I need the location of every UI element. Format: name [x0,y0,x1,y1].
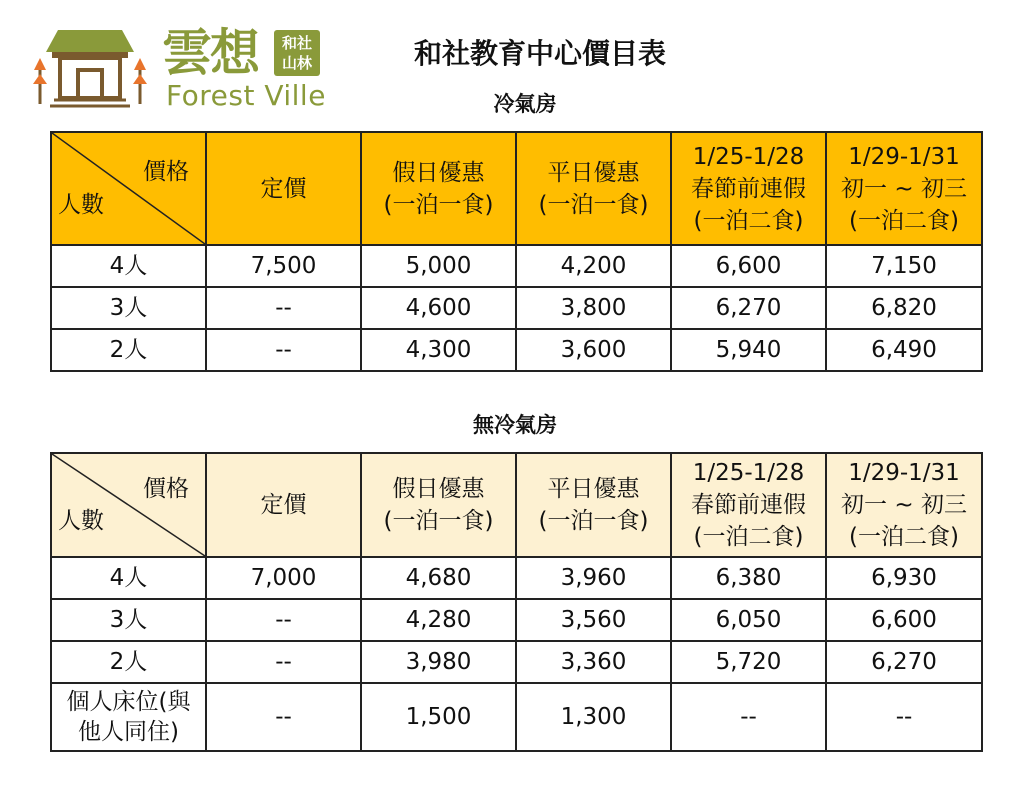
header-line: 1/29-1/31 [848,460,960,486]
header-holiday [361,453,516,557]
header-line: (一泊一食) [383,191,494,218]
corner-people-label: 人數 [58,508,104,534]
price-cell: -- [671,683,826,751]
price-cell: 3,960 [516,557,671,599]
header-line: 假日優惠 [392,476,485,502]
header-list-price: 定價 [206,132,361,245]
price-cell: -- [206,641,361,683]
header-line: (一泊二食) [693,524,804,550]
price-cell: 4,600 [361,287,516,329]
header-line: 1/25-1/28 [692,460,805,486]
price-cell: -- [206,329,361,371]
header-line: 1/25-1/28 [692,143,805,170]
people-line: 個人床位(與 [66,689,191,715]
header-line: 初一 ~ 初三 [841,175,967,202]
price-cell: 4,300 [361,329,516,371]
header-line: (一泊一食) [383,508,494,534]
header-holiday [361,132,516,245]
price-cell: 6,600 [671,245,826,287]
header-line: (一泊一食) [538,508,649,534]
price-cell: 1,500 [361,683,516,751]
price-cell: 6,820 [826,287,982,329]
table-row [51,599,982,641]
section-title-ac: 冷氣房 [493,92,557,116]
price-cell: 4,680 [361,557,516,599]
price-cell: 5,940 [671,329,826,371]
price-cell: 6,600 [826,599,982,641]
price-cell: 4,200 [516,245,671,287]
header-line: (一泊二食) [849,524,959,550]
table-header-row [51,453,982,557]
section-title-no-ac: 無冷氣房 [473,413,557,437]
logo-badge-line1: 和社 [281,34,312,52]
price-cell: 7,150 [826,245,982,287]
price-cell: -- [826,683,982,751]
header-list-price: 定價 [206,453,361,557]
price-cell: 6,270 [671,287,826,329]
header-weekday [516,453,671,557]
page-title: 和社教育中心價目表 [413,37,666,70]
header-line: (一泊一食) [538,191,649,218]
price-cell: 3,800 [516,287,671,329]
logo-chinese-name: 雲想 [162,24,258,82]
header-line: 假日優惠 [392,159,485,186]
price-cell: -- [206,599,361,641]
header-newyear-eve [671,453,826,557]
people-cell: 2人 [51,641,206,683]
corner-header-cell [51,132,206,245]
table-header-row [51,132,982,245]
header-line: (一泊二食) [693,207,804,234]
price-cell: -- [206,287,361,329]
header-line: 初一 ~ 初三 [841,492,967,518]
people-cell [51,683,206,751]
header-line: 春節前連假 [691,492,806,518]
diagonal-divider [52,133,205,244]
header-line: 1/29-1/31 [848,143,960,170]
price-cell: 3,360 [516,641,671,683]
price-cell: 4,280 [361,599,516,641]
people-line: 他人同住) [78,719,179,745]
people-cell: 3人 [51,599,206,641]
price-cell: 6,270 [826,641,982,683]
corner-price-label: 價格 [143,159,189,185]
house-logo-icon [30,22,150,112]
header-line: 平日優惠 [547,476,640,502]
price-cell: 5,000 [361,245,516,287]
price-cell: 3,600 [516,329,671,371]
price-cell: 3,980 [361,641,516,683]
people-cell: 4人 [51,245,206,287]
people-cell: 2人 [51,329,206,371]
header-newyear-eve [671,132,826,245]
logo-english-name: Forest Ville [166,79,326,112]
price-cell: 1,300 [516,683,671,751]
logo-badge-line2: 山林 [281,54,312,72]
price-cell: 6,380 [671,557,826,599]
price-table-ac [50,131,983,372]
price-cell: -- [206,683,361,751]
people-cell: 4人 [51,557,206,599]
price-cell: 7,000 [206,557,361,599]
diagonal-divider [52,454,205,556]
price-cell: 6,490 [826,329,982,371]
brand-logo [30,22,330,114]
table-row [51,287,982,329]
table-row [51,641,982,683]
price-cell: 7,500 [206,245,361,287]
header-line: 平日優惠 [547,159,640,186]
table-row [51,245,982,287]
corner-price-label: 價格 [143,476,189,502]
header-line: (一泊二食) [849,207,959,234]
header-weekday [516,132,671,245]
price-cell: 6,930 [826,557,982,599]
header-newyear [826,453,982,557]
people-cell: 3人 [51,287,206,329]
header-line: 春節前連假 [691,175,806,202]
table-row-bed [51,683,982,751]
price-cell: 5,720 [671,641,826,683]
logo-badge [274,30,320,76]
price-table-no-ac [50,452,983,752]
corner-header-cell [51,453,206,557]
table-row [51,557,982,599]
price-cell: 6,050 [671,599,826,641]
header-newyear [826,132,982,245]
table-row [51,329,982,371]
price-cell: 3,560 [516,599,671,641]
corner-people-label: 人數 [58,192,104,218]
